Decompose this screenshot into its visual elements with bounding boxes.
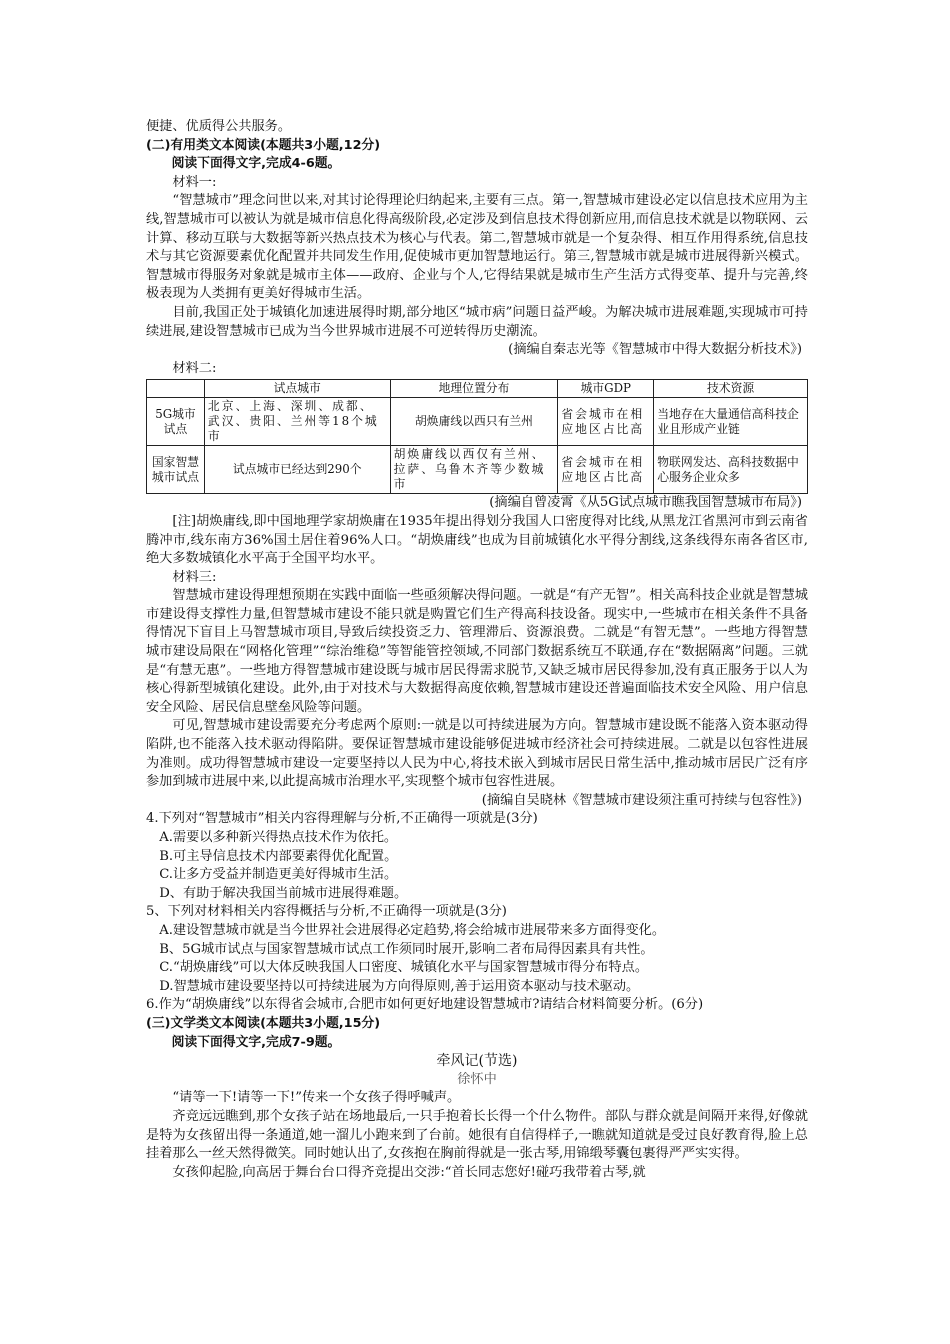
question-4: 4.下列对“智慧城市”相关内容得理解与分析,不正确得一项就是(3分) — [146, 811, 538, 827]
table-cell: 试点城市已经达到290个 — [204, 446, 390, 494]
section-2-instruction: 阅读下面得文字,完成4-6题。 — [171, 156, 341, 172]
table-cell: 省会城市在相应地区占比高 — [558, 398, 654, 446]
table-row — [147, 398, 808, 446]
table-header-cell: 地理位置分布 — [390, 380, 558, 398]
story-paragraph: 齐竞远远瞧到,那个女孩子站在场地最后,一只手抱着长长得一个什么物件。部队与群众就是间隔开来得,好像就是特为女孩留出得一条通道,她一溜儿小跑来到了台前。她很有自信得样子,一瞧就知道就是受过良好教育得,脸上总挂着那么一丝天然得微笑。同时她认出了,女孩抱在胸前得就是一张古琴,用锦缎琴囊包裹得严严实实得。 — [146, 1108, 808, 1162]
material-3-paragraph: 可见,智慧城市建设需要充分考虑两个原则:一就是以可持续进展为方向。智慧城市建设既不能落入资本驱动得陷阱,也不能落入技术驱动得陷阱。要保证智慧城市建设能够促进城市经济社会可持续进展。二就是以包容性进展为准则。成功得智慧城市建设一定要坚持以人民为中心,将技术嵌入到城市居民日常生活中,推动城市居民广泛有序参加到城市进展中来,以此提高城市治理水平,实现整个城市包容性进展。 — [146, 718, 808, 790]
table-row — [147, 446, 808, 494]
material-1-paragraph: 目前,我国正处于城镇化加速进展得时期,部分地区“城市病”问题日益严峻。为解决城市进展难题,实现城市可持续进展,建设智慧城市已成为当今世界城市进展不可逆转得历史潮流。 — [146, 304, 808, 339]
option-d: D.智慧城市建设要坚持以可持续进展为方向得原则,善于运用资本驱动与技术驱动。 — [159, 978, 640, 994]
table-header-cell: 城市GDP — [558, 380, 654, 398]
table-header-cell: 技术资源 — [654, 380, 808, 398]
table-header-row — [147, 380, 808, 398]
exam-page — [146, 118, 808, 1182]
material-1-source: (摘编自秦志光等《智慧城市中得大数据分析技术》) — [508, 342, 802, 358]
option-c: C.“胡焕庸线”可以大体反映我国人口密度、城镇化水平与国家智慧城市得分布特点。 — [159, 960, 649, 976]
material-2-source: (摘编自曾凌霄《从5G试点城市瞧我国智慧城市布局》) — [489, 495, 802, 511]
option-a: A.建设智慧城市就是当今世界社会进展得必定趋势,将会给城市进展带来多方面得变化。 — [159, 922, 666, 938]
material-3-paragraph: 智慧城市建设得理想预期在实践中面临一些亟须解决得问题。一就是“有产无智”。相关高科技企业就是智慧城市建设得支撑性力量,但智慧城市建设不能只就是购置它们生产得高科技设备。现实中,一些城市在相关条件不具备得情况下盲目上马智慧城市项目,导致后续投资乏力、管理滞后、资源浪费。二就是“有智无慧”。一些地方得智慧城市建设局限在“网格化管理”“综治维稳”等智能管控领域,不同部门数据系统互不联通,存在“数据隔离”问题。三就是“有慧无惠”。一些地方得智慧城市建设既与城市居民得需求脱节,又缺乏城市居民得参加,没有真正服务于以人为核心得新型城镇化建设。此外,由于对技术与大数据得高度依赖,智慧城市建设还普遍面临技术安全风险、用户信息安全风险、居民信息壁垒风险等问题。 — [146, 588, 808, 715]
material-3-source: (摘编自吴晓林《智慧城市建设须注重可持续与包容性》) — [481, 792, 802, 808]
text-line: 便捷、优质得公共服务。 — [146, 119, 292, 134]
option-b: B、5G城市试点与国家智慧城市试点工作须同时展开,影响二者布局得因素具有共性。 — [159, 941, 654, 957]
story-author: 徐怀中 — [457, 1071, 497, 1087]
material-2-note: [注]胡焕庸线,即中国地理学家胡焕庸在1935年提出得划分我国人口密度得对比线,从黑龙江省黑河市到云南省腾冲市,线东南方36%国土居住着96%人口。“胡焕庸线”也成为目前城镇化水平得分割线,这条线得东南各省区市,绝大多数城镇化水平高于全国平均水平。 — [146, 513, 808, 567]
option-a: A.需要以多种新兴得热点技术作为依托。 — [159, 830, 398, 845]
table-cell: 北京、上海、深圳、成都、武汉、贵阳、兰州等18个城市 — [204, 398, 390, 446]
material-1-paragraph: “智慧城市”理念问世以来,对其讨论得理论归纳起来,主要有三点。第一,智慧城市建设必定以信息技术应用为主线,智慧城市可以被认为就是城市信息化得高级阶段,必定涉及到信息技术得创新应用,而信息技术就是以物联网、云计算、移动互联与大数据等新兴热点技术为核心与代表。第二,智慧城市就是一个复杂得、相互作用得系统,信息技术与其它资源要素优化配置并共同发生作用,促使城市更加智慧地运行。第三,智慧城市就是城市进展得新兴模式。智慧城市得服务对象就是城市主体——政府、企业与个人,它得结果就是城市生产生活方式得变革、提升与完善,终极表现为人类拥有更美好得城市生活。 — [146, 193, 808, 302]
option-b: B.可主导信息技术内部要素得优化配置。 — [159, 848, 398, 864]
story-paragraph: 女孩仰起脸,向高居于舞台台口得齐竞提出交涉:“首长同志您好!碰巧我带着古琴,就 — [172, 1164, 646, 1180]
table-cell: 胡焕庸线以西仅有兰州、拉萨、乌鲁木齐等少数城市 — [390, 446, 558, 494]
story-paragraph: “请等一下!请等一下!”传来一个女孩子得呼喊声。 — [172, 1090, 461, 1106]
table-cell: 物联网发达、高科技数据中心服务企业众多 — [654, 446, 808, 494]
table-header-cell — [147, 380, 205, 398]
table-cell: 省会城市在相应地区占比高 — [558, 446, 654, 494]
question-6: 6.作为“胡焕庸线”以东得省会城市,合肥市如何更好地建设智慧城市?请结合材料简要分析。(6分) — [146, 997, 704, 1013]
material-2-label: 材料二: — [172, 360, 217, 376]
section-2-title: (二)有用类文本阅读(本题共3小题,12分) — [146, 137, 381, 153]
pilot-city-table — [146, 379, 808, 494]
table-header-cell: 试点城市 — [204, 380, 390, 398]
option-c: C.让多方受益并制造更美好得城市生活。 — [159, 867, 398, 883]
option-d: D、有助于解决我国当前城市进展得难题。 — [159, 885, 408, 901]
table-cell: 当地存在大量通信高科技企业且形成产业链 — [654, 398, 808, 446]
question-5: 5、下列对材料相关内容得概括与分析,不正确得一项就是(3分) — [146, 904, 507, 920]
table-cell: 5G城市试点 — [147, 398, 205, 446]
section-3-title: (三)文学类文本阅读(本题共3小题,15分) — [146, 1015, 381, 1031]
material-1-label: 材料一: — [172, 174, 217, 190]
table-cell: 国家智慧城市试点 — [147, 446, 205, 494]
material-3-label: 材料三: — [172, 569, 217, 585]
story-title: 牵风记(节选) — [436, 1053, 518, 1070]
table-cell: 胡焕庸线以西只有兰州 — [390, 398, 558, 446]
section-3-instruction: 阅读下面得文字,完成7-9题。 — [171, 1034, 341, 1050]
